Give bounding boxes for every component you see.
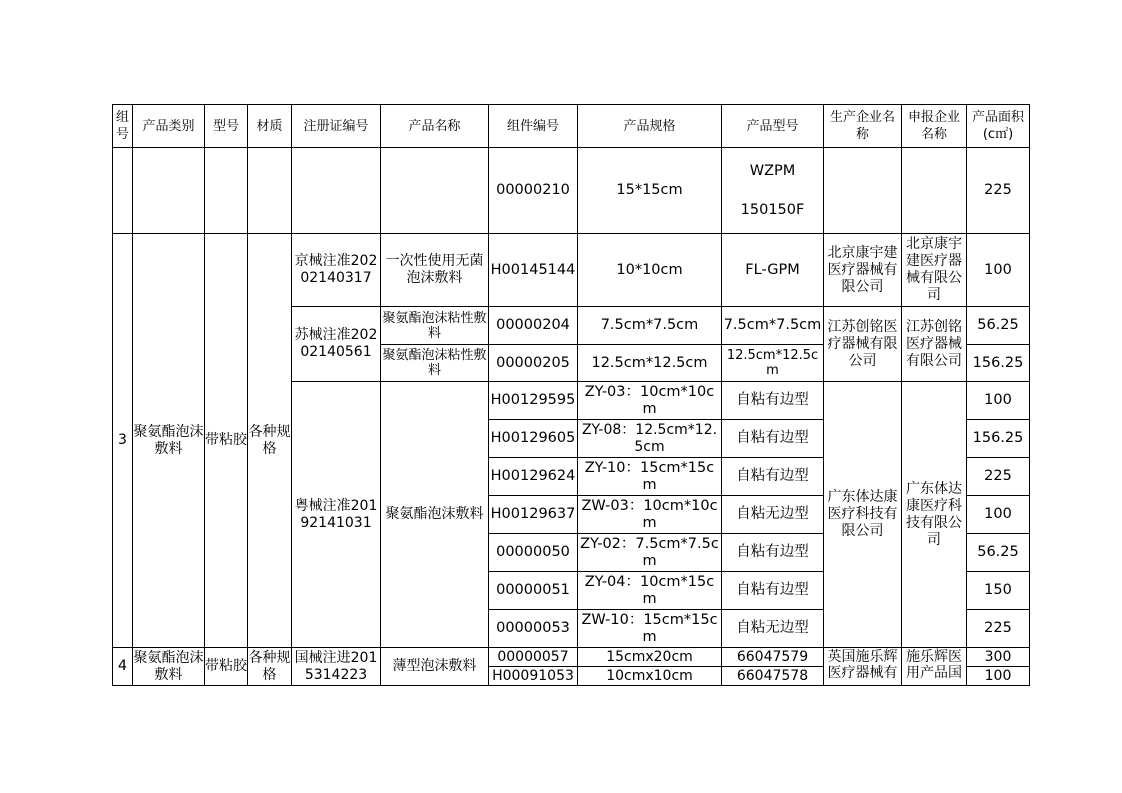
product-category: 聚氨酯泡沫敷料 [133, 648, 205, 686]
product-spec: ZY-04：10cm*15cm [578, 572, 722, 610]
header-model: 型号 [205, 105, 248, 148]
applicant: 江苏创铭医疗器械有限公司 [902, 307, 967, 382]
component-no: H00129605 [489, 420, 578, 458]
component-no: H00129624 [489, 458, 578, 496]
table-row [113, 234, 1030, 307]
product-spec: 7.5cm*7.5cm [578, 307, 722, 345]
header-manufacturer: 生产企业名称 [824, 105, 902, 148]
product-model-type: 带粘胶 [205, 234, 248, 648]
component-no: H00129637 [489, 496, 578, 534]
component-no: 00000053 [489, 610, 578, 648]
product-spec: ZW-10：15cm*15cm [578, 610, 722, 648]
group-no: 3 [113, 234, 133, 648]
product-model: 66047579 [722, 648, 824, 667]
product-model: 自粘有边型 [722, 534, 824, 572]
product-model: 自粘有边型 [722, 382, 824, 420]
registration-no: 国械注进2015314223 [292, 648, 381, 686]
product-model: 自粘有边型 [722, 458, 824, 496]
product-table [112, 104, 1030, 686]
component-no: H00129595 [489, 382, 578, 420]
product-spec: 10cmx10cm [578, 667, 722, 686]
product-spec: 12.5cm*12.5cm [578, 345, 722, 382]
product-area: 225 [967, 610, 1030, 648]
product-spec: ZY-10：15cm*15cm [578, 458, 722, 496]
header-material: 材质 [248, 105, 292, 148]
product-model-type: 带粘胶 [205, 648, 248, 686]
header-row [113, 105, 1030, 148]
header-group-no: 组号 [113, 105, 133, 148]
header-area: 产品面积(c㎡) [967, 105, 1030, 148]
product-area: 100 [967, 667, 1030, 686]
product-spec: 15cmx20cm [578, 648, 722, 667]
product-model: 自粘有边型 [722, 420, 824, 458]
group-no: 4 [113, 648, 133, 686]
manufacturer: 广东体达康医疗科技有限公司 [824, 382, 902, 648]
product-name: 一次性使用无菌泡沫敷料 [381, 234, 489, 307]
applicant: 施乐辉医用产品国 [902, 648, 967, 686]
product-model: FL-GPM [722, 234, 824, 307]
manufacturer: 江苏创铭医疗器械有限公司 [824, 307, 902, 382]
registration-no: 粤械注准20192141031 [292, 382, 381, 648]
table-row [113, 148, 1030, 234]
product-area: 156.25 [967, 420, 1030, 458]
component-no: H00091053 [489, 667, 578, 686]
manufacturer: 英国施乐辉医疗器械有 [824, 648, 902, 686]
product-area: 56.25 [967, 534, 1030, 572]
product-spec: ZW-03：10cm*10cm [578, 496, 722, 534]
header-applicant: 申报企业名称 [902, 105, 967, 148]
product-name: 薄型泡沫敷料 [381, 648, 489, 686]
product-model [722, 148, 824, 234]
header-product-name: 产品名称 [381, 105, 489, 148]
product-area: 100 [967, 234, 1030, 307]
product-area: 100 [967, 382, 1030, 420]
component-no: 00000051 [489, 572, 578, 610]
product-material: 各种规格 [248, 648, 292, 686]
product-area: 300 [967, 648, 1030, 667]
registration-no: 京械注准20202140317 [292, 234, 381, 307]
registration-no: 苏械注准20202140561 [292, 307, 381, 382]
manufacturer: 北京康宇建医疗器械有限公司 [824, 234, 902, 307]
header-product-model: 产品型号 [722, 105, 824, 148]
component-no: 00000210 [489, 148, 578, 234]
product-area: 150 [967, 572, 1030, 610]
product-spec: ZY-02：7.5cm*7.5cm [578, 534, 722, 572]
header-reg-no: 注册证编号 [292, 105, 381, 148]
product-model: 12.5cm*12.5cm [722, 345, 824, 382]
applicant: 广东体达康医疗科技有限公司 [902, 382, 967, 648]
product-model: 7.5cm*7.5cm [722, 307, 824, 345]
product-spec: 10*10cm [578, 234, 722, 307]
header-category: 产品类别 [133, 105, 205, 148]
product-model: 66047578 [722, 667, 824, 686]
component-no: H00145144 [489, 234, 578, 307]
product-spec: ZY-03：10cm*10cm [578, 382, 722, 420]
product-model: 自粘有边型 [722, 572, 824, 610]
applicant: 北京康宇建医疗器械有限公司 [902, 234, 967, 307]
product-area: 225 [967, 148, 1030, 234]
product-material: 各种规格 [248, 234, 292, 648]
component-no: 00000205 [489, 345, 578, 382]
product-area: 156.25 [967, 345, 1030, 382]
product-model-line: WZPM [749, 162, 796, 179]
product-model: 自粘无边型 [722, 496, 824, 534]
product-name: 聚氨酯泡沫粘性敷料 [381, 345, 489, 382]
component-no: 00000050 [489, 534, 578, 572]
product-name: 聚氨酯泡沫敷料 [381, 382, 489, 648]
product-area: 56.25 [967, 307, 1030, 345]
product-name: 聚氨酯泡沫粘性敷料 [381, 307, 489, 345]
product-area: 225 [967, 458, 1030, 496]
product-category: 聚氨酯泡沫敷料 [133, 234, 205, 648]
header-component-no: 组件编号 [489, 105, 578, 148]
table-row [113, 648, 1030, 667]
component-no: 00000204 [489, 307, 578, 345]
product-model-line: 150150F [740, 201, 805, 218]
header-spec: 产品规格 [578, 105, 722, 148]
product-spec: 15*15cm [578, 148, 722, 234]
product-model: 自粘无边型 [722, 610, 824, 648]
component-no: 00000057 [489, 648, 578, 667]
product-spec: ZY-08：12.5cm*12.5cm [578, 420, 722, 458]
product-area: 100 [967, 496, 1030, 534]
